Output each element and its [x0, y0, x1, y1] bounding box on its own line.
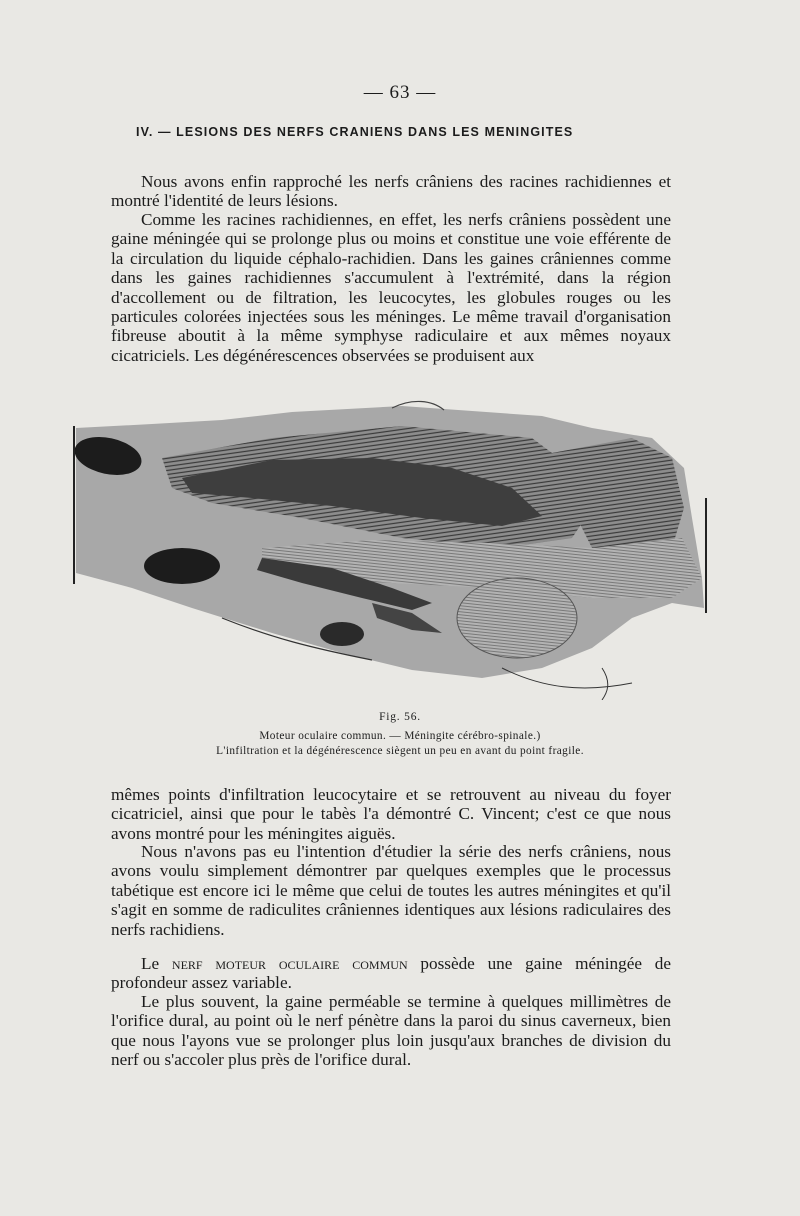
page-number: — 63 —: [363, 82, 437, 103]
nerve-section-illustration: [72, 398, 712, 700]
nerf-name-smallcaps: nerf moteur oculaire commun: [171, 954, 408, 973]
paragraph-last: Le plus souvent, la gaine perméable se termine à quelques millimètres de l'orifice dural, au point où le nerf pénètre dans la paroi du sinus caverneux, bien que nous l'ayons vue se prolonger plus loin jusqu'aux branches de division du nerf ou s'accoler plus près de l'orifice dural.: [111, 992, 671, 1070]
chapter-title: IV. — LESIONS DES NERFS CRANIENS DANS LES MENINGITES: [136, 125, 574, 139]
histology-figure: [72, 398, 712, 700]
nerf-rest: possède une gaine méningée de profondeur assez variable.: [111, 954, 671, 993]
nerf-intro: Le: [141, 954, 160, 973]
paragraph-2: Comme les racines rachidiennes, en effet, les nerfs crâniens possèdent une gaine méningée qui se prolonge plus ou moins et constitue une voie efférente de la circulation du liquide céphalo-rachidien. Dans les gaines crâniennes comme dans les gaines rachidiennes s'accumulent à l'extrémité, dans la région d'accollement ou de filtration, les leucocytes, les globules rouges ou les particules colorées injectées sous les méninges. Le même travail d'organisation fibreuse aboutit à la même symphyse radiculaire et aux mêmes noyaux cicatriciels. Les dégénérescences observées se produisent aux: [111, 210, 671, 365]
figure-caption-line-1: Moteur oculaire commun. — Méningite cérébro-spinale.): [259, 730, 541, 742]
paragraph-3: mêmes points d'infiltration leucocytaire et se retrouvent au niveau du foyer cicatriciel, ainsi que pour le tabès l'a démontré C. Vincent; c'est ce que nous avons montré pour les méningites aiguës.: [111, 785, 671, 843]
figure-label: Fig. 56.: [379, 711, 421, 723]
paragraph-nerf: [111, 954, 671, 993]
paragraph-4: Nous n'avons pas eu l'intention d'étudier la série des nerfs crâniens, nous avons voulu simplement démontrer par quelques exemples que le processus tabétique est encore ici le même que celui de toutes les autres méningites et qu'il s'agit en somme de radiculites crâniennes identiques aux lésions radiculaires des nerfs rachidiens.: [111, 842, 671, 939]
paragraph-1: Nous avons enfin rapproché les nerfs crâniens des racines rachidiennes et montré l'identité de leurs lésions.: [111, 172, 671, 211]
figure-caption-line-2: L'infiltration et la dégénérescence siègent un peu en avant du point fragile.: [216, 745, 584, 757]
